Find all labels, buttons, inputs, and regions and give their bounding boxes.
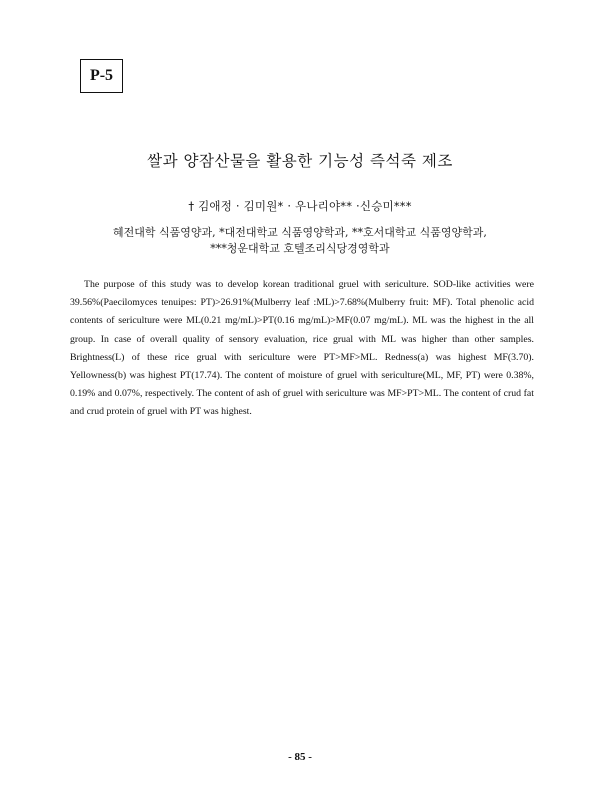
affiliation-line-2: ***청운대학교 호텔조리식당경영학과 [210,242,390,255]
author-list: † 김애정 · 김미원* · 우나리야** ·신승미*** [188,199,412,213]
affiliation-line-1: 혜전대학 식품영양과, *대전대학교 식품영양학과, **호서대학교 식품영양학과, [113,226,487,239]
abstract-text: The purpose of this study was to develop korean traditional gruel with sericulture. SOD-like activities were 39.56%(Paecilomyces tenuipes: PT)>26.91%(Mulberry leaf :ML)>7.68%(Mulberry fruit: MF). Total phenolic acid contents of sericulture were ML(0.21 mg/mL)>PT(0.16 mg/mL)>MF(0.07 mg/mL). ML was the highest in the all group. In case of overall quality of sensory evaluation, rice grual with ML was higher than other samples. Brightness(L) of these rice grual with sericulture were PT>MF>ML. Redness(a) was highest MF(3.70). Yellowness(b) was highest PT(17.74). The content of moisture of gruel with sericulture(ML, MF, PT) were 0.38%, 0.19% and 0.07%, respectively. The content of ash of gruel with sericulture was MF>PT>ML. The content of crud fat and crud protein of gruel with PT was highest. [70,279,534,418]
page-number: - 85 - [288,751,312,763]
poster-label: P-5 [80,59,123,93]
paper-title: 쌀과 양잠산물을 활용한 기능성 즉석죽 제조 [147,152,453,170]
